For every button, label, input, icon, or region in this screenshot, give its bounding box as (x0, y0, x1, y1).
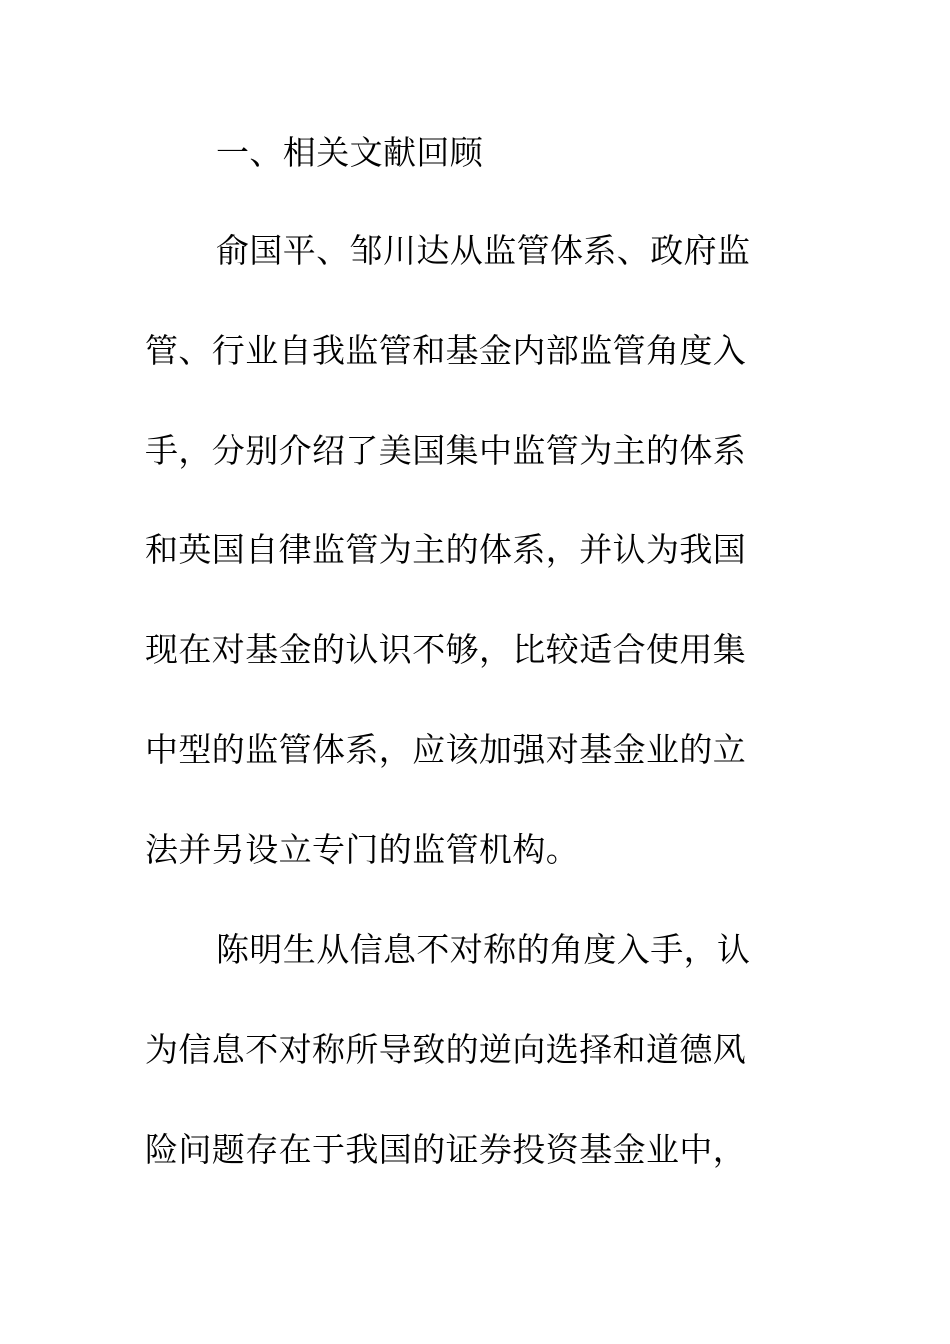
section-heading: 一、相关文献回顾 (216, 133, 484, 172)
paragraph-line: 俞国平、邹川达从监管体系、政府监 (216, 231, 751, 270)
paragraph-line: 现在对基金的认识不够，比较适合使用集 (145, 630, 747, 669)
paragraph-line: 法并另设立专门的监管机构。 (145, 830, 580, 869)
paragraph-line: 中型的监管体系，应该加强对基金业的立 (145, 730, 747, 769)
paragraph-line: 为信息不对称所导致的逆向选择和道德风 (145, 1030, 747, 1069)
paragraph-line: 和英国自律监管为主的体系，并认为我国 (145, 530, 747, 569)
paragraph-line: 手，分别介绍了美国集中监管为主的体系 (145, 431, 747, 470)
paragraph-line: 陈明生从信息不对称的角度入手，认 (216, 930, 751, 969)
paragraph-line: 管、行业自我监管和基金内部监管角度入 (145, 331, 747, 370)
paragraph-line: 险问题存在于我国的证券投资基金业中， (145, 1130, 747, 1169)
